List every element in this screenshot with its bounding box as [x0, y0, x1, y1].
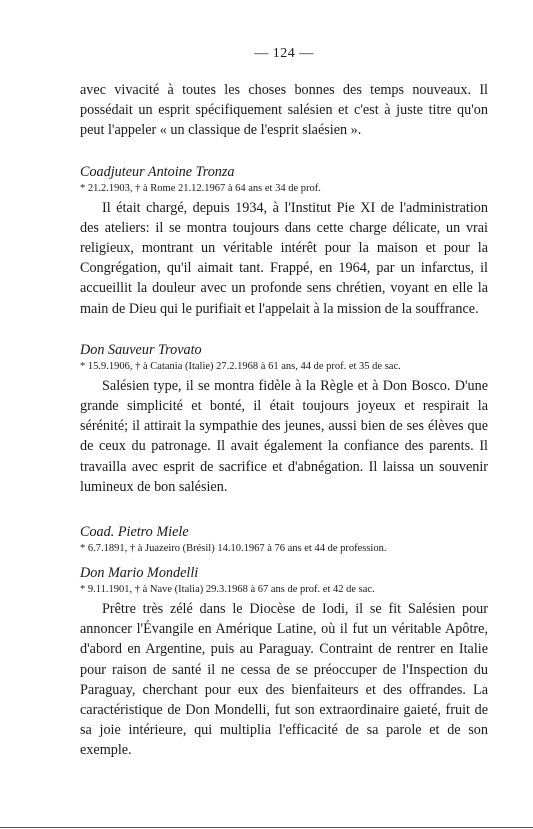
obituary-entry-mondelli: [80, 564, 488, 761]
entry-dates: * 21.2.1903, † à Rome 21.12.1967 à 64 ans et 34 de prof.: [80, 182, 321, 194]
obituary-entry-tronza: [80, 163, 488, 319]
entry-name: Don Sauveur Trovato: [80, 341, 202, 358]
entry-name: Don Mario Mondelli: [80, 565, 199, 582]
entry-text: Il était chargé, depuis 1934, à l'Institut Pie XI de l'administration des ateliers: il se montra toujours dans cette charge délicate, un vrai religieux, montrant un véritable intérêt pour la maison et pour la Congrégation, qu'il aimait tant. Frappé, en 1964, par un infarctus, il accueillit la douleur avec un profonde sens chrétien, voyant en elle la main de Dieu qui le purifiait et l'appelait à la mission de la souffrance.: [80, 199, 488, 317]
obituary-entry-miele: [80, 523, 488, 556]
page-number: — 124 —: [254, 46, 314, 61]
entry-dates: * 6.7.1891, † à Juazeiro (Brésil) 14.10.1967 à 76 ans et 44 de profession.: [80, 543, 387, 555]
page-bottom-edge: [0, 827, 533, 828]
obituary-entry-trovato: [80, 341, 488, 497]
entry-name: Coad. Pietro Miele: [80, 524, 189, 541]
entry-text: Salésien type, il se montra fidèle à la Règle et à Don Bosco. D'une grande simplicité et bonté, il était toujours joyeux et respirait la sérénité; il attirait la sympathie des jeunes, aussi bien de ses élèves que de ceux du patronage. Il avait également la confiance des parents. Il travailla avec esprit de sacrifice et d'abnégation. Il laissa un souvenir lumineux de bon salésien.: [80, 377, 488, 495]
entry-text: Prêtre très zélé dans le Diocèse de Iodi, il se fit Salésien pour annoncer l'Évangile en Amérique Latine, où il fut un véritable Apôtre, d'abord en Argentine, puis au Paraguay. Contraint de rentrer en Italie pour raison de santé il ne cessa de se préoccuper de l'Inspection du Paraguay, cherchant pour eux des bienfaiteurs et des offrandes. La caractéristique de Don Mondelli, fut son extraordinaire gaieté, fruit de sa joie intérieure, qui multiplia l'efficacité de sa parole et de son exemple.: [80, 601, 488, 759]
entry-dates: * 15.9.1906, † à Catania (Italie) 27.2.1968 à 61 ans, 44 de prof. et 35 de sac.: [80, 360, 401, 372]
entry-dates: * 9.11.1901, † à Nave (Italia) 29.3.1968 à 67 ans de prof. et 42 de sac.: [80, 584, 375, 596]
entry-name: Coadjuteur Antoine Tronza: [80, 163, 235, 180]
document-page: [80, 46, 488, 761]
intro-paragraph: avec vivacité à toutes les choses bonnes des temps nouveaux. Il possédait un esprit spécifiquement salésien et c'est à juste titre qu'on peut l'appeler « un classique de l'esprit slaésien ».: [80, 82, 488, 139]
